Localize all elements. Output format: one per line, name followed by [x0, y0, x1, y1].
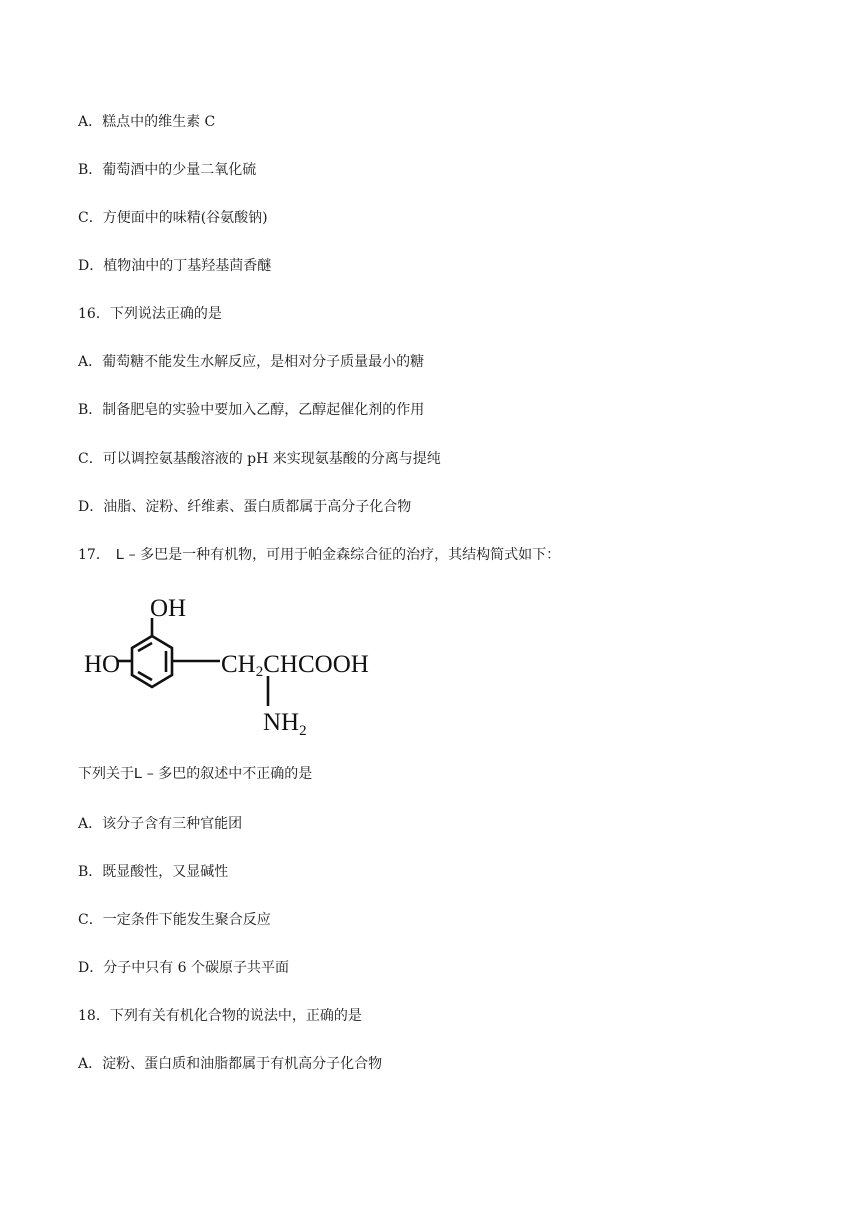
question-17-stem: [78, 545, 560, 565]
question-16-stem: 16．下列说法正确的是: [78, 306, 222, 322]
question-17-number: 17．: [78, 547, 110, 563]
option-16c: C．可以调控氨基酸溶液的 pH 来实现氨基酸的分离与提纯: [78, 451, 441, 467]
benzene-ring: [132, 636, 172, 687]
hydroxyl-left-label: HO: [84, 651, 121, 678]
l-dopa-l-prefix: L: [115, 546, 125, 563]
l-dopa-l-prefix-2: L: [134, 765, 143, 782]
side-chain-ch: CH: [221, 651, 256, 678]
option-17c: C．一定条件下能发生聚合反应: [78, 912, 271, 928]
option-18a: A．淀粉、蛋白质和油脂都属于有机高分子化合物: [78, 1056, 383, 1072]
option-16a: A．葡萄糖不能发生水解反应，是相对分子质量最小的糖: [78, 354, 425, 370]
option-15a: A．糕点中的维生素 C: [78, 114, 216, 130]
option-17a: A．该分子含有三种官能团: [78, 816, 243, 832]
question-17-prefix: 下列关于: [78, 766, 134, 782]
question-17-sub-stem: [78, 764, 312, 784]
option-17b: B．既显酸性，又显碱性: [78, 864, 229, 880]
amino-sub2: 2: [299, 723, 307, 738]
option-16d: D．油脂、淀粉、纤维素、蛋白质都属于高分子化合物: [78, 499, 412, 515]
option-15d: D．植物油中的丁基羟基茴香醚: [78, 258, 272, 274]
side-chain-rest: CHCOOH: [263, 651, 369, 678]
option-15b: B．葡萄酒中的少量二氧化硫: [78, 162, 257, 178]
option-17d: D．分子中只有 6 个碳原子共平面: [78, 960, 290, 976]
option-15c: C．方便面中的味精(谷氨酸钠): [78, 210, 268, 226]
amino-nh: NH: [263, 709, 300, 736]
question-18-stem: 18．下列有关有机化合物的说法中，正确的是: [78, 1008, 362, 1024]
l-dopa-structural-formula: [78, 588, 378, 738]
side-chain-ch2-label: [221, 651, 369, 680]
side-chain-sub2: 2: [255, 664, 264, 680]
amino-group-label: [263, 709, 307, 738]
question-17-sub-stem-text: – 多巴的叙述中不正确的是: [142, 766, 313, 782]
question-17-stem-text: – 多巴是一种有机物，可用于帕金森综合征的治疗，其结构简式如下：: [124, 547, 561, 563]
option-16b: B．制备肥皂的实验中要加入乙醇，乙醇起催化剂的作用: [78, 402, 425, 418]
hydroxyl-top-label: OH: [150, 595, 187, 622]
